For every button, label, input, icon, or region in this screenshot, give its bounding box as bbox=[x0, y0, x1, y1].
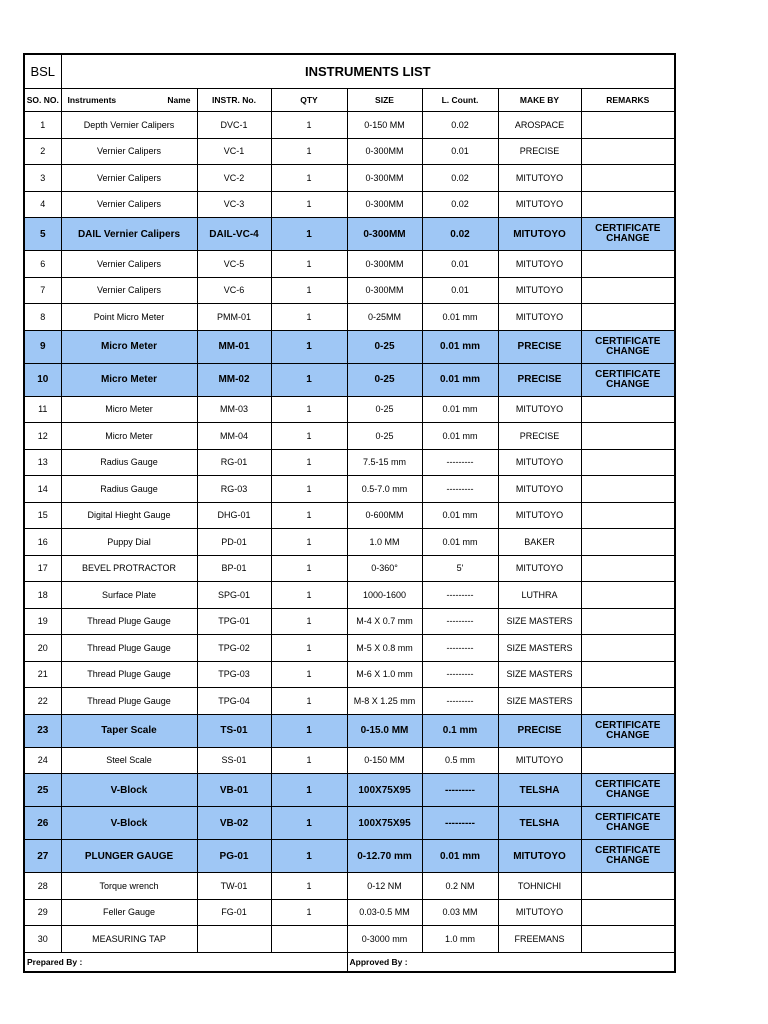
cell-instrument-name: Micro Meter bbox=[61, 396, 197, 423]
cell-sno: 8 bbox=[24, 304, 61, 331]
cell-qty: 1 bbox=[271, 661, 347, 688]
cell-instr-no: VC-5 bbox=[197, 251, 271, 278]
cell-lcount: 0.1 mm bbox=[422, 714, 498, 747]
cell-instr-no: SPG-01 bbox=[197, 582, 271, 609]
table-row bbox=[24, 661, 675, 688]
cell-qty: 1 bbox=[271, 138, 347, 165]
cell-size: 7.5-15 mm bbox=[347, 449, 422, 476]
cell-instr-no: VB-01 bbox=[197, 774, 271, 807]
cell-remarks: CERTIFICATE CHANGE bbox=[581, 774, 675, 807]
table-row bbox=[24, 747, 675, 774]
cell-size: 0.03-0.5 MM bbox=[347, 899, 422, 926]
cell-instr-no: DAIL-VC-4 bbox=[197, 218, 271, 251]
approved-by-label: Approved By : bbox=[347, 952, 675, 972]
cell-instrument-name: Vernier Calipers bbox=[61, 191, 197, 218]
cell-qty: 1 bbox=[271, 688, 347, 715]
table-row bbox=[24, 423, 675, 450]
table-row bbox=[24, 926, 675, 953]
table-row bbox=[24, 191, 675, 218]
cell-sno: 9 bbox=[24, 330, 61, 363]
cell-size: 0-150 MM bbox=[347, 112, 422, 139]
col-header-sno: SO. NO. bbox=[24, 89, 61, 112]
cell-instrument-name: Radius Gauge bbox=[61, 449, 197, 476]
table-row bbox=[24, 555, 675, 582]
cell-make: MITUTOYO bbox=[498, 747, 581, 774]
cell-qty: 1 bbox=[271, 502, 347, 529]
cell-instr-no: DVC-1 bbox=[197, 112, 271, 139]
cell-remarks bbox=[581, 635, 675, 662]
cell-remarks bbox=[581, 747, 675, 774]
cell-size: 0.5-7.0 mm bbox=[347, 476, 422, 503]
cell-lcount: 0.01 mm bbox=[422, 529, 498, 556]
cell-make: MITUTOYO bbox=[498, 555, 581, 582]
cell-instr-no: SS-01 bbox=[197, 747, 271, 774]
cell-qty: 1 bbox=[271, 807, 347, 840]
cell-qty: 1 bbox=[271, 251, 347, 278]
cell-remarks bbox=[581, 608, 675, 635]
cell-make: MITUTOYO bbox=[498, 840, 581, 873]
table-row bbox=[24, 251, 675, 278]
cell-qty: 1 bbox=[271, 714, 347, 747]
cell-instr-no: MM-02 bbox=[197, 363, 271, 396]
table-row bbox=[24, 218, 675, 251]
title-row bbox=[24, 54, 675, 89]
cell-sno: 25 bbox=[24, 774, 61, 807]
cell-remarks: CERTIFICATE CHANGE bbox=[581, 714, 675, 747]
cell-lcount: 1.0 mm bbox=[422, 926, 498, 953]
cell-instrument-name: Vernier Calipers bbox=[61, 251, 197, 278]
cell-remarks: CERTIFICATE CHANGE bbox=[581, 807, 675, 840]
cell-make: AROSPACE bbox=[498, 112, 581, 139]
cell-sno: 4 bbox=[24, 191, 61, 218]
cell-instrument-name: Puppy Dial bbox=[61, 529, 197, 556]
cell-make: MITUTOYO bbox=[498, 396, 581, 423]
cell-make: MITUTOYO bbox=[498, 191, 581, 218]
cell-lcount: 0.01 bbox=[422, 138, 498, 165]
col-header-name-label: Name bbox=[167, 95, 191, 105]
cell-size: 0-25MM bbox=[347, 304, 422, 331]
table-row bbox=[24, 476, 675, 503]
cell-size: 0-12.70 mm bbox=[347, 840, 422, 873]
cell-make: BAKER bbox=[498, 529, 581, 556]
cell-sno: 18 bbox=[24, 582, 61, 609]
cell-make: PRECISE bbox=[498, 138, 581, 165]
cell-lcount: 0.5 mm bbox=[422, 747, 498, 774]
table-row bbox=[24, 840, 675, 873]
cell-sno: 29 bbox=[24, 899, 61, 926]
cell-sno: 28 bbox=[24, 873, 61, 900]
cell-sno: 19 bbox=[24, 608, 61, 635]
cell-remarks bbox=[581, 555, 675, 582]
cell-make: PRECISE bbox=[498, 714, 581, 747]
cell-instrument-name: Vernier Calipers bbox=[61, 165, 197, 192]
cell-remarks bbox=[581, 251, 675, 278]
cell-lcount: --------- bbox=[422, 449, 498, 476]
cell-size: 0-300MM bbox=[347, 251, 422, 278]
cell-qty: 1 bbox=[271, 555, 347, 582]
cell-lcount: 0.02 bbox=[422, 165, 498, 192]
cell-qty: 1 bbox=[271, 774, 347, 807]
cell-lcount: 0.2 NM bbox=[422, 873, 498, 900]
cell-make: SIZE MASTERS bbox=[498, 688, 581, 715]
cell-size: 0-600MM bbox=[347, 502, 422, 529]
cell-make: SIZE MASTERS bbox=[498, 661, 581, 688]
cell-sno: 20 bbox=[24, 635, 61, 662]
cell-size: 0-25 bbox=[347, 330, 422, 363]
page-title: INSTRUMENTS LIST bbox=[61, 54, 675, 89]
cell-remarks: CERTIFICATE CHANGE bbox=[581, 363, 675, 396]
cell-make: TELSHA bbox=[498, 774, 581, 807]
cell-instr-no: FG-01 bbox=[197, 899, 271, 926]
cell-instrument-name: V-Block bbox=[61, 774, 197, 807]
cell-remarks bbox=[581, 661, 675, 688]
cell-qty: 1 bbox=[271, 582, 347, 609]
cell-qty: 1 bbox=[271, 218, 347, 251]
cell-instr-no: DHG-01 bbox=[197, 502, 271, 529]
cell-size: 0-25 bbox=[347, 423, 422, 450]
col-header-instruments-label: Instruments bbox=[67, 95, 117, 105]
table-row bbox=[24, 807, 675, 840]
table-row bbox=[24, 688, 675, 715]
cell-instr-no: TPG-01 bbox=[197, 608, 271, 635]
cell-size: 0-25 bbox=[347, 363, 422, 396]
cell-size: 0-15.0 MM bbox=[347, 714, 422, 747]
cell-remarks bbox=[581, 277, 675, 304]
cell-instr-no: BP-01 bbox=[197, 555, 271, 582]
cell-qty: 1 bbox=[271, 112, 347, 139]
cell-lcount: 0.03 MM bbox=[422, 899, 498, 926]
cell-sno: 5 bbox=[24, 218, 61, 251]
cell-lcount: 5' bbox=[422, 555, 498, 582]
cell-make: TOHNICHI bbox=[498, 873, 581, 900]
cell-make: LUTHRA bbox=[498, 582, 581, 609]
cell-qty: 1 bbox=[271, 449, 347, 476]
cell-instrument-name: MEASURING TAP bbox=[61, 926, 197, 953]
cell-qty: 1 bbox=[271, 191, 347, 218]
cell-instrument-name: Radius Gauge bbox=[61, 476, 197, 503]
cell-remarks bbox=[581, 899, 675, 926]
col-header-remarks: REMARKS bbox=[581, 89, 675, 112]
cell-sno: 2 bbox=[24, 138, 61, 165]
col-header-size: SIZE bbox=[347, 89, 422, 112]
cell-instrument-name: Steel Scale bbox=[61, 747, 197, 774]
cell-size: 0-150 MM bbox=[347, 747, 422, 774]
cell-sno: 7 bbox=[24, 277, 61, 304]
cell-lcount: 0.01 mm bbox=[422, 840, 498, 873]
table-row bbox=[24, 714, 675, 747]
cell-make: PRECISE bbox=[498, 330, 581, 363]
cell-instrument-name: PLUNGER GAUGE bbox=[61, 840, 197, 873]
cell-qty: 1 bbox=[271, 873, 347, 900]
cell-instr-no: PMM-01 bbox=[197, 304, 271, 331]
cell-instr-no: RG-03 bbox=[197, 476, 271, 503]
cell-sno: 26 bbox=[24, 807, 61, 840]
cell-size: 0-300MM bbox=[347, 138, 422, 165]
cell-instrument-name: Taper Scale bbox=[61, 714, 197, 747]
cell-remarks bbox=[581, 396, 675, 423]
col-header-qty: QTY bbox=[271, 89, 347, 112]
cell-instr-no: TW-01 bbox=[197, 873, 271, 900]
table-row bbox=[24, 608, 675, 635]
cell-size: 0-360° bbox=[347, 555, 422, 582]
cell-remarks bbox=[581, 423, 675, 450]
table-row bbox=[24, 112, 675, 139]
table-row bbox=[24, 363, 675, 396]
cell-sno: 21 bbox=[24, 661, 61, 688]
prepared-by-label: Prepared By : bbox=[24, 952, 347, 972]
cell-lcount: --------- bbox=[422, 774, 498, 807]
cell-instr-no: VC-1 bbox=[197, 138, 271, 165]
cell-make: MITUTOYO bbox=[498, 449, 581, 476]
cell-make: PRECISE bbox=[498, 363, 581, 396]
table-row bbox=[24, 138, 675, 165]
cell-sno: 6 bbox=[24, 251, 61, 278]
cell-sno: 15 bbox=[24, 502, 61, 529]
col-header-lcount: L. Count. bbox=[422, 89, 498, 112]
cell-qty: 1 bbox=[271, 529, 347, 556]
cell-instrument-name: Depth Vernier Calipers bbox=[61, 112, 197, 139]
cell-instr-no bbox=[197, 926, 271, 953]
cell-size: 100X75X95 bbox=[347, 774, 422, 807]
cell-remarks bbox=[581, 926, 675, 953]
cell-instr-no: VC-3 bbox=[197, 191, 271, 218]
cell-instr-no: TS-01 bbox=[197, 714, 271, 747]
cell-sno: 12 bbox=[24, 423, 61, 450]
cell-qty: 1 bbox=[271, 423, 347, 450]
cell-size: 0-25 bbox=[347, 396, 422, 423]
cell-lcount: 0.02 bbox=[422, 218, 498, 251]
cell-lcount: 0.01 mm bbox=[422, 502, 498, 529]
cell-qty: 1 bbox=[271, 277, 347, 304]
cell-qty: 1 bbox=[271, 330, 347, 363]
cell-size: 0-12 NM bbox=[347, 873, 422, 900]
table-row bbox=[24, 304, 675, 331]
cell-instrument-name: Micro Meter bbox=[61, 423, 197, 450]
cell-sno: 22 bbox=[24, 688, 61, 715]
cell-size: 0-300MM bbox=[347, 277, 422, 304]
cell-sno: 23 bbox=[24, 714, 61, 747]
cell-sno: 16 bbox=[24, 529, 61, 556]
cell-make: MITUTOYO bbox=[498, 476, 581, 503]
cell-size: M-5 X 0.8 mm bbox=[347, 635, 422, 662]
cell-lcount: 0.01 mm bbox=[422, 363, 498, 396]
table-row bbox=[24, 529, 675, 556]
cell-qty bbox=[271, 926, 347, 953]
cell-remarks bbox=[581, 112, 675, 139]
cell-instr-no: PG-01 bbox=[197, 840, 271, 873]
cell-lcount: 0.02 bbox=[422, 112, 498, 139]
cell-remarks bbox=[581, 529, 675, 556]
instruments-list-table bbox=[23, 53, 676, 973]
cell-sno: 24 bbox=[24, 747, 61, 774]
cell-make: MITUTOYO bbox=[498, 304, 581, 331]
cell-remarks bbox=[581, 304, 675, 331]
cell-remarks bbox=[581, 873, 675, 900]
cell-lcount: --------- bbox=[422, 608, 498, 635]
cell-sno: 30 bbox=[24, 926, 61, 953]
cell-instrument-name: Micro Meter bbox=[61, 363, 197, 396]
cell-size: 0-3000 mm bbox=[347, 926, 422, 953]
table-row bbox=[24, 635, 675, 662]
cell-instrument-name: Vernier Calipers bbox=[61, 138, 197, 165]
cell-make: MITUTOYO bbox=[498, 899, 581, 926]
cell-sno: 13 bbox=[24, 449, 61, 476]
cell-size: 1000-1600 bbox=[347, 582, 422, 609]
cell-instrument-name: Surface Plate bbox=[61, 582, 197, 609]
cell-make: MITUTOYO bbox=[498, 218, 581, 251]
col-header-instruments bbox=[61, 89, 197, 112]
cell-lcount: 0.02 bbox=[422, 191, 498, 218]
cell-lcount: --------- bbox=[422, 582, 498, 609]
cell-instrument-name: Feller Gauge bbox=[61, 899, 197, 926]
cell-instr-no: VC-6 bbox=[197, 277, 271, 304]
cell-instrument-name: V-Block bbox=[61, 807, 197, 840]
cell-remarks bbox=[581, 138, 675, 165]
cell-make: MITUTOYO bbox=[498, 251, 581, 278]
cell-instr-no: MM-01 bbox=[197, 330, 271, 363]
col-header-make: MAKE BY bbox=[498, 89, 581, 112]
cell-lcount: 0.01 bbox=[422, 277, 498, 304]
table-row bbox=[24, 502, 675, 529]
cell-qty: 1 bbox=[271, 165, 347, 192]
cell-remarks: CERTIFICATE CHANGE bbox=[581, 218, 675, 251]
cell-lcount: 0.01 mm bbox=[422, 396, 498, 423]
cell-size: M-8 X 1.25 mm bbox=[347, 688, 422, 715]
cell-make: MITUTOYO bbox=[498, 277, 581, 304]
cell-size: M-4 X 0.7 mm bbox=[347, 608, 422, 635]
cell-instrument-name: Thread Pluge Gauge bbox=[61, 608, 197, 635]
cell-lcount: --------- bbox=[422, 635, 498, 662]
cell-instr-no: MM-03 bbox=[197, 396, 271, 423]
cell-sno: 11 bbox=[24, 396, 61, 423]
cell-lcount: 0.01 mm bbox=[422, 330, 498, 363]
table-row bbox=[24, 873, 675, 900]
cell-instrument-name: Thread Pluge Gauge bbox=[61, 635, 197, 662]
cell-make: SIZE MASTERS bbox=[498, 608, 581, 635]
cell-qty: 1 bbox=[271, 608, 347, 635]
cell-size: 0-300MM bbox=[347, 218, 422, 251]
cell-size: 0-300MM bbox=[347, 191, 422, 218]
cell-instrument-name: DAIL Vernier Calipers bbox=[61, 218, 197, 251]
table-row bbox=[24, 899, 675, 926]
cell-instrument-name: Micro Meter bbox=[61, 330, 197, 363]
cell-remarks: CERTIFICATE CHANGE bbox=[581, 330, 675, 363]
cell-sno: 17 bbox=[24, 555, 61, 582]
cell-lcount: --------- bbox=[422, 476, 498, 503]
cell-instr-no: TPG-04 bbox=[197, 688, 271, 715]
table-row bbox=[24, 449, 675, 476]
cell-remarks bbox=[581, 582, 675, 609]
cell-make: TELSHA bbox=[498, 807, 581, 840]
cell-make: MITUTOYO bbox=[498, 165, 581, 192]
cell-instr-no: TPG-02 bbox=[197, 635, 271, 662]
cell-instrument-name: Digital Hieght Gauge bbox=[61, 502, 197, 529]
cell-qty: 1 bbox=[271, 363, 347, 396]
cell-instrument-name: Vernier Calipers bbox=[61, 277, 197, 304]
cell-qty: 1 bbox=[271, 476, 347, 503]
cell-sno: 27 bbox=[24, 840, 61, 873]
cell-instrument-name: Torque wrench bbox=[61, 873, 197, 900]
cell-instrument-name: Thread Pluge Gauge bbox=[61, 688, 197, 715]
cell-remarks bbox=[581, 476, 675, 503]
table-row bbox=[24, 330, 675, 363]
cell-make: SIZE MASTERS bbox=[498, 635, 581, 662]
cell-make: PRECISE bbox=[498, 423, 581, 450]
cell-remarks bbox=[581, 191, 675, 218]
cell-instr-no: VC-2 bbox=[197, 165, 271, 192]
cell-qty: 1 bbox=[271, 396, 347, 423]
cell-instr-no: VB-02 bbox=[197, 807, 271, 840]
cell-size: 100X75X95 bbox=[347, 807, 422, 840]
cell-remarks bbox=[581, 165, 675, 192]
cell-instr-no: RG-01 bbox=[197, 449, 271, 476]
cell-instrument-name: Thread Pluge Gauge bbox=[61, 661, 197, 688]
cell-sno: 10 bbox=[24, 363, 61, 396]
cell-lcount: --------- bbox=[422, 807, 498, 840]
cell-qty: 1 bbox=[271, 635, 347, 662]
cell-instr-no: PD-01 bbox=[197, 529, 271, 556]
table-row bbox=[24, 582, 675, 609]
cell-instr-no: MM-04 bbox=[197, 423, 271, 450]
cell-qty: 1 bbox=[271, 899, 347, 926]
cell-size: 0-300MM bbox=[347, 165, 422, 192]
cell-qty: 1 bbox=[271, 304, 347, 331]
table-row bbox=[24, 165, 675, 192]
cell-size: M-6 X 1.0 mm bbox=[347, 661, 422, 688]
cell-lcount: 0.01 mm bbox=[422, 304, 498, 331]
cell-make: MITUTOYO bbox=[498, 502, 581, 529]
cell-qty: 1 bbox=[271, 747, 347, 774]
cell-make: FREEMANS bbox=[498, 926, 581, 953]
cell-remarks bbox=[581, 502, 675, 529]
cell-sno: 1 bbox=[24, 112, 61, 139]
cell-instrument-name: Point Micro Meter bbox=[61, 304, 197, 331]
table-row bbox=[24, 396, 675, 423]
cell-qty: 1 bbox=[271, 840, 347, 873]
bsl-label: BSL bbox=[24, 54, 61, 89]
cell-lcount: 0.01 bbox=[422, 251, 498, 278]
table-row bbox=[24, 277, 675, 304]
cell-lcount: 0.01 mm bbox=[422, 423, 498, 450]
cell-remarks: CERTIFICATE CHANGE bbox=[581, 840, 675, 873]
cell-size: 1.0 MM bbox=[347, 529, 422, 556]
col-header-instr-no: INSTR. No. bbox=[197, 89, 271, 112]
cell-remarks bbox=[581, 688, 675, 715]
cell-sno: 14 bbox=[24, 476, 61, 503]
footer-row bbox=[24, 952, 675, 972]
column-header-row bbox=[24, 89, 675, 112]
cell-lcount: --------- bbox=[422, 661, 498, 688]
cell-instrument-name: BEVEL PROTRACTOR bbox=[61, 555, 197, 582]
cell-sno: 3 bbox=[24, 165, 61, 192]
cell-remarks bbox=[581, 449, 675, 476]
table-row bbox=[24, 774, 675, 807]
cell-lcount: --------- bbox=[422, 688, 498, 715]
cell-instr-no: TPG-03 bbox=[197, 661, 271, 688]
